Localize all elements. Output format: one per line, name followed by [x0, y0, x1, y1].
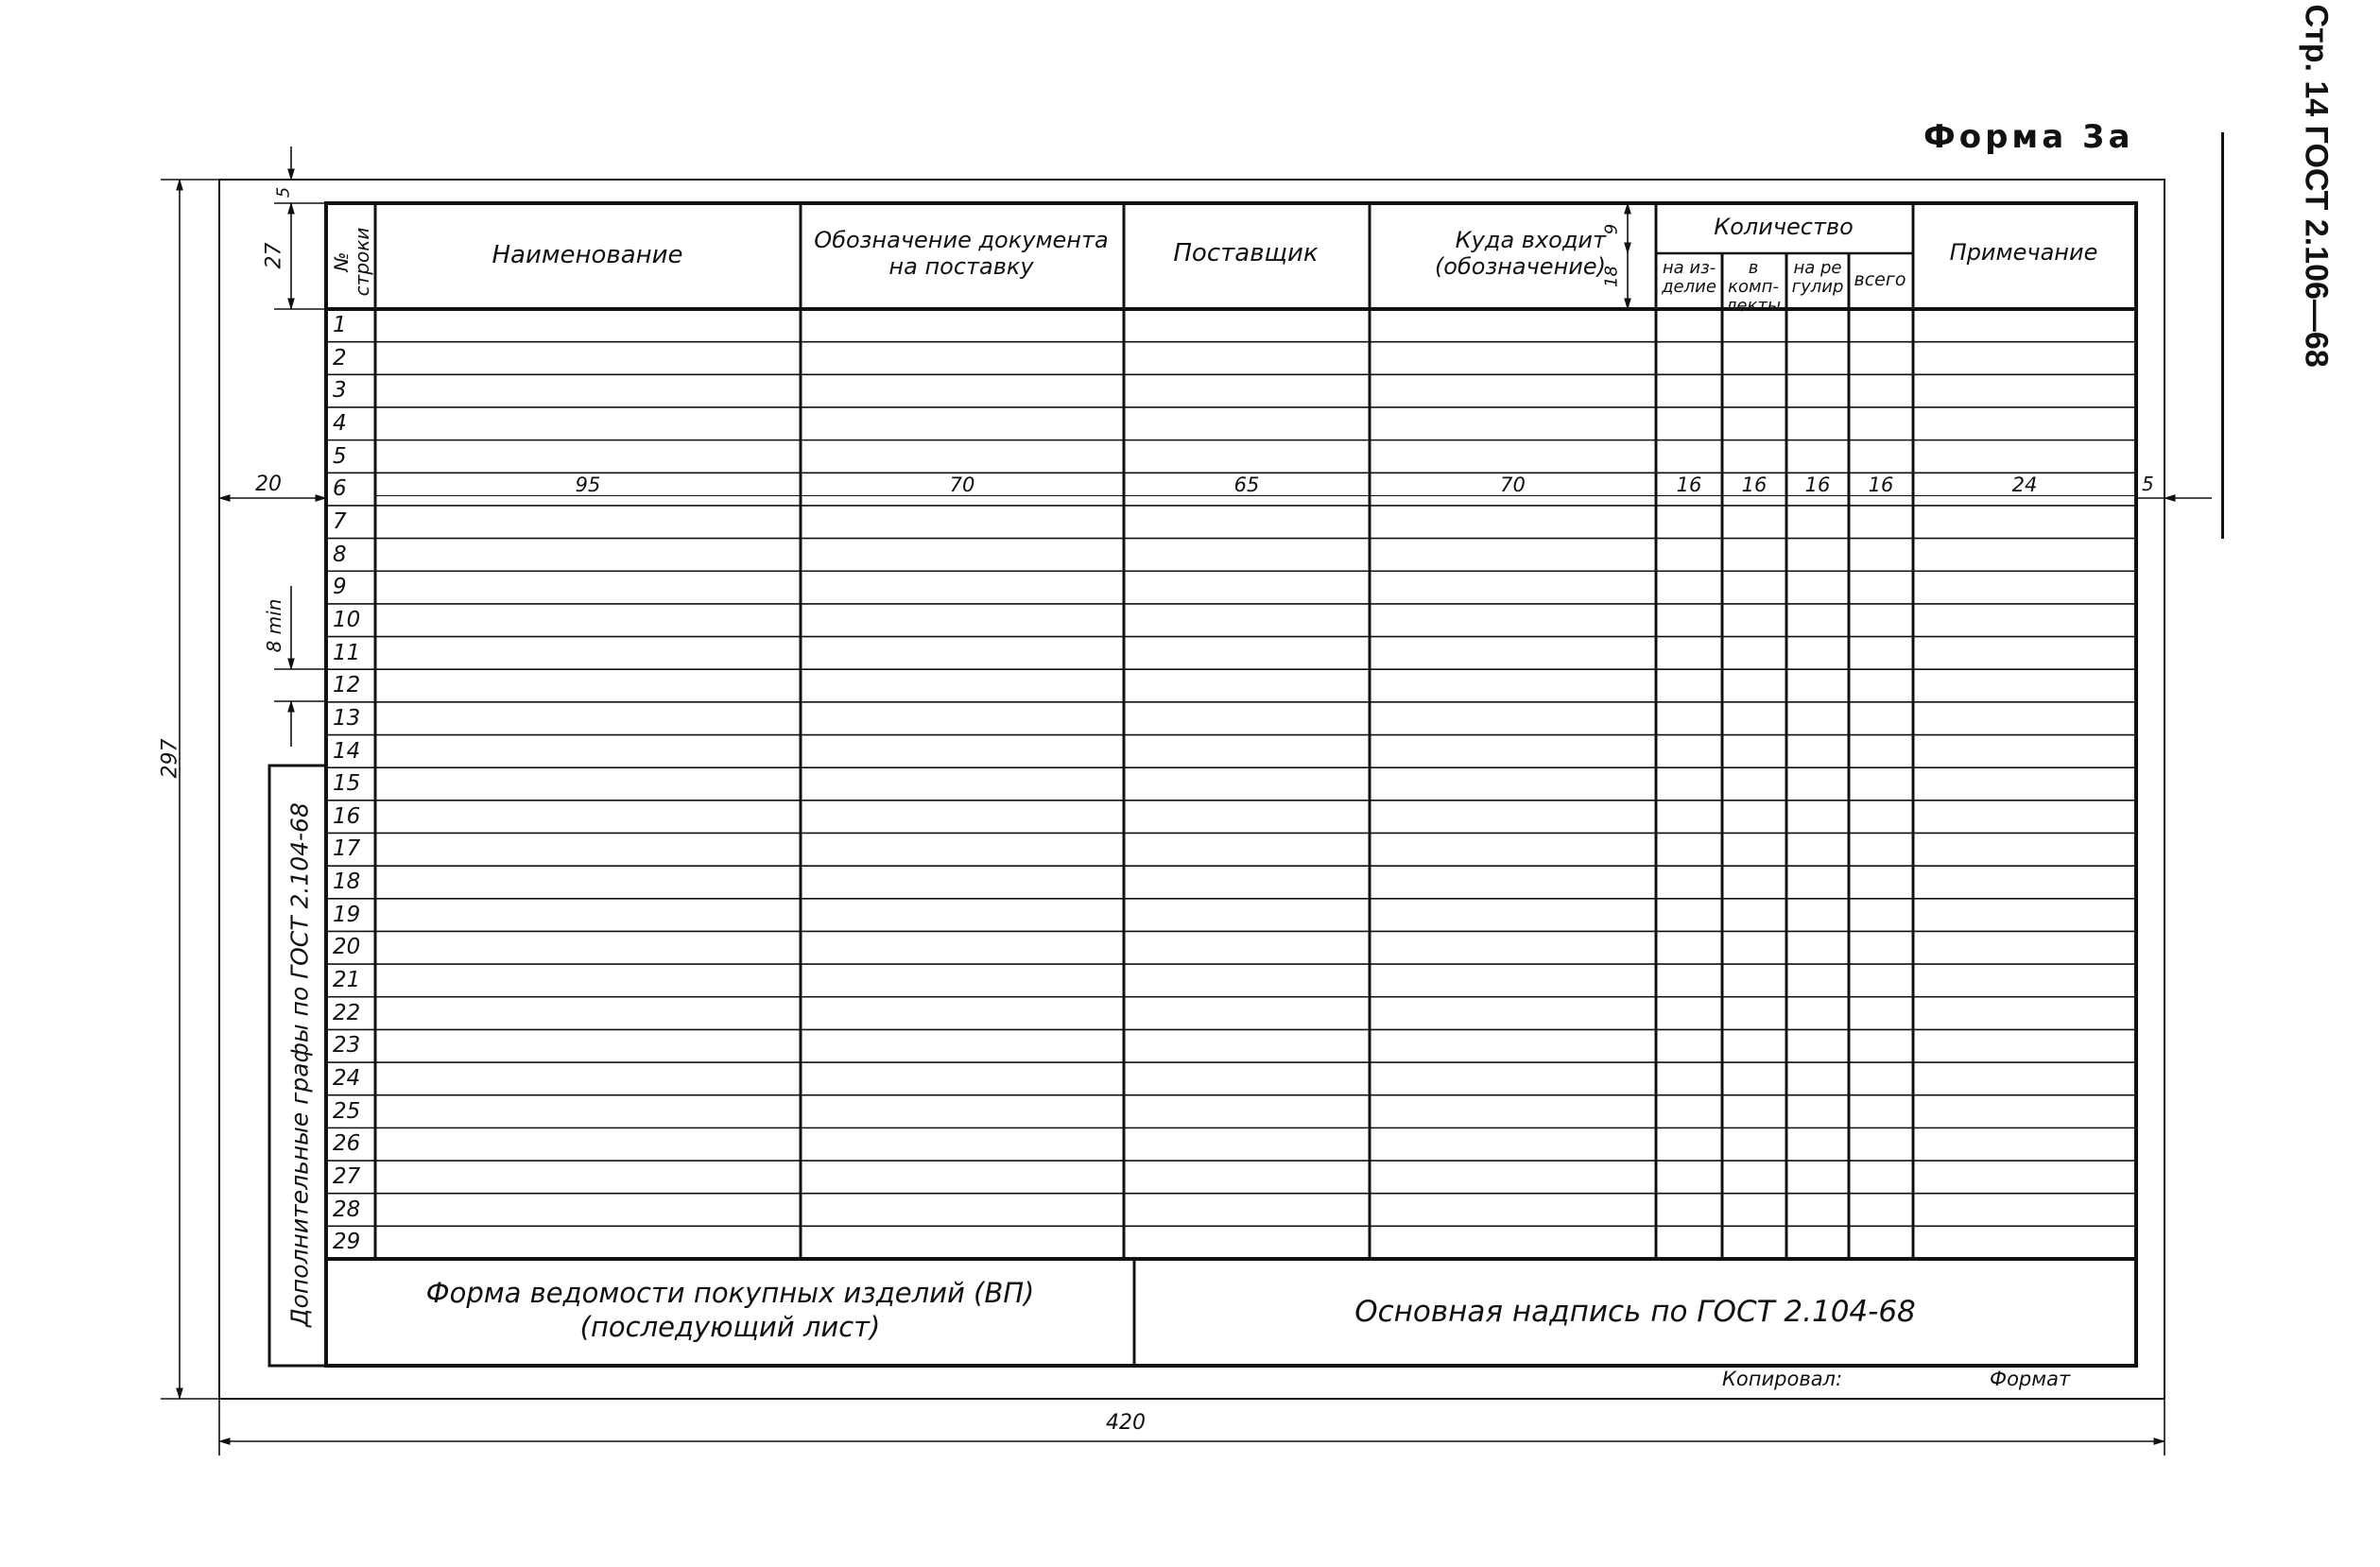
dim-sheet-height: 297: [158, 738, 182, 779]
row-number: 4: [333, 410, 347, 436]
header-qty-total: всего: [1854, 269, 1906, 290]
row-number: 17: [333, 836, 361, 862]
footer-title-block: Основная надпись по ГОСТ 2.104-68: [1354, 1295, 1916, 1329]
header-qty-adjust: [1786, 259, 1849, 297]
drawing-frame: [326, 203, 2136, 1366]
row-number: 18: [333, 870, 361, 895]
row-number: 20: [333, 935, 361, 960]
column-width-dim: 70: [801, 474, 1124, 496]
header-doc-line1: Обозначение документа: [814, 227, 1109, 253]
row-number: 7: [333, 508, 347, 534]
column-width-dim: 16: [1722, 474, 1786, 496]
header-row-no-label: строки: [351, 227, 373, 297]
footer-form-title-2: (последующий лист): [579, 1311, 881, 1343]
header-qty-adjust-2: гулир: [1791, 277, 1844, 297]
extra-columns-label: Дополнительные графы по ГОСТ 2.104-68: [285, 802, 314, 1327]
footer-form-title-1: Форма ведомости покупных изделий (ВП): [425, 1277, 1035, 1309]
row-number: 27: [333, 1164, 361, 1190]
header-where-line1: Куда входит: [1455, 227, 1606, 253]
header-qty-kits: [1722, 259, 1785, 316]
column-width-dim: 65: [1124, 474, 1370, 496]
form-label: Форма 3а: [1923, 118, 2134, 156]
header-name: Наименование: [492, 241, 683, 269]
dim-sheet-width: 420: [1106, 1411, 1146, 1435]
column-width-dim: 70: [1370, 474, 1656, 496]
header-qty-product-2: делие: [1662, 277, 1716, 297]
dim-header-height: 27: [262, 242, 286, 269]
row-number: 10: [333, 607, 361, 632]
header-supplier: Поставщик: [1173, 239, 1319, 267]
row-number: 15: [333, 771, 361, 797]
row-number: 23: [333, 1033, 361, 1059]
row-number: 22: [333, 1000, 361, 1025]
header-qty-adjust-1: на ре: [1793, 258, 1842, 278]
row-number: 26: [333, 1131, 361, 1157]
dim-row-min: 8 min: [263, 598, 285, 653]
header-qty-product: [1656, 259, 1722, 297]
column-width-dim: 16: [1849, 474, 1913, 496]
side-header-rule: [2221, 132, 2224, 539]
header-row-no: [328, 208, 373, 307]
row-number: 6: [333, 476, 347, 502]
row-number: 3: [333, 378, 347, 404]
row-number: 1: [333, 313, 347, 337]
header-doc-line2: на поставку: [888, 253, 1034, 280]
sheet-outline: [219, 180, 2164, 1399]
dim-top-offset: 5: [273, 186, 294, 198]
row-number: 14: [333, 738, 361, 764]
header-row-no-sign: №: [330, 251, 353, 272]
header-note: Примечание: [1949, 239, 2098, 266]
header-doc-designation: [801, 227, 1122, 280]
column-width-dim: 95: [375, 474, 801, 496]
row-number: 19: [333, 902, 361, 927]
row-number: 8: [333, 542, 347, 567]
row-number: 24: [333, 1066, 361, 1092]
row-number: 11: [333, 640, 361, 665]
column-width-dim: 24: [1913, 474, 2136, 496]
footer-format: Формат: [1990, 1368, 2071, 1390]
dim-right-margin: 5: [2142, 473, 2154, 495]
row-number: 28: [333, 1197, 361, 1222]
dim-header-split-top: 9: [1601, 223, 1622, 235]
column-width-dim: 16: [1786, 474, 1849, 496]
row-number: 16: [333, 803, 361, 829]
row-number: 5: [333, 443, 347, 469]
side-header: Стр. 14 ГОСТ 2.106—68: [2298, 4, 2335, 368]
row-number: 21: [333, 968, 361, 993]
dim-header-split-bottom: 18: [1601, 266, 1622, 287]
table-grid: [326, 203, 2136, 1259]
header-quantity: Количество: [1714, 214, 1854, 240]
row-number: 13: [333, 705, 361, 731]
row-number: 25: [333, 1098, 361, 1124]
row-number: 12: [333, 673, 361, 698]
row-number: 9: [333, 575, 347, 600]
header-qty-kits-1: в комп-: [1728, 258, 1779, 297]
header-where-line2: (обозначение): [1434, 253, 1606, 280]
footer-form-title: [331, 1276, 1130, 1344]
header-qty-product-1: на из-: [1662, 258, 1716, 278]
row-number: 29: [333, 1230, 361, 1255]
header-qty-kits-2: лекты: [1725, 296, 1782, 316]
row-number: 2: [333, 345, 347, 370]
column-width-dim: 16: [1656, 474, 1722, 496]
header-where-used: [1370, 227, 1606, 280]
dim-left-margin: 20: [255, 473, 282, 496]
footer-copied-by: Копировал:: [1722, 1368, 1843, 1390]
